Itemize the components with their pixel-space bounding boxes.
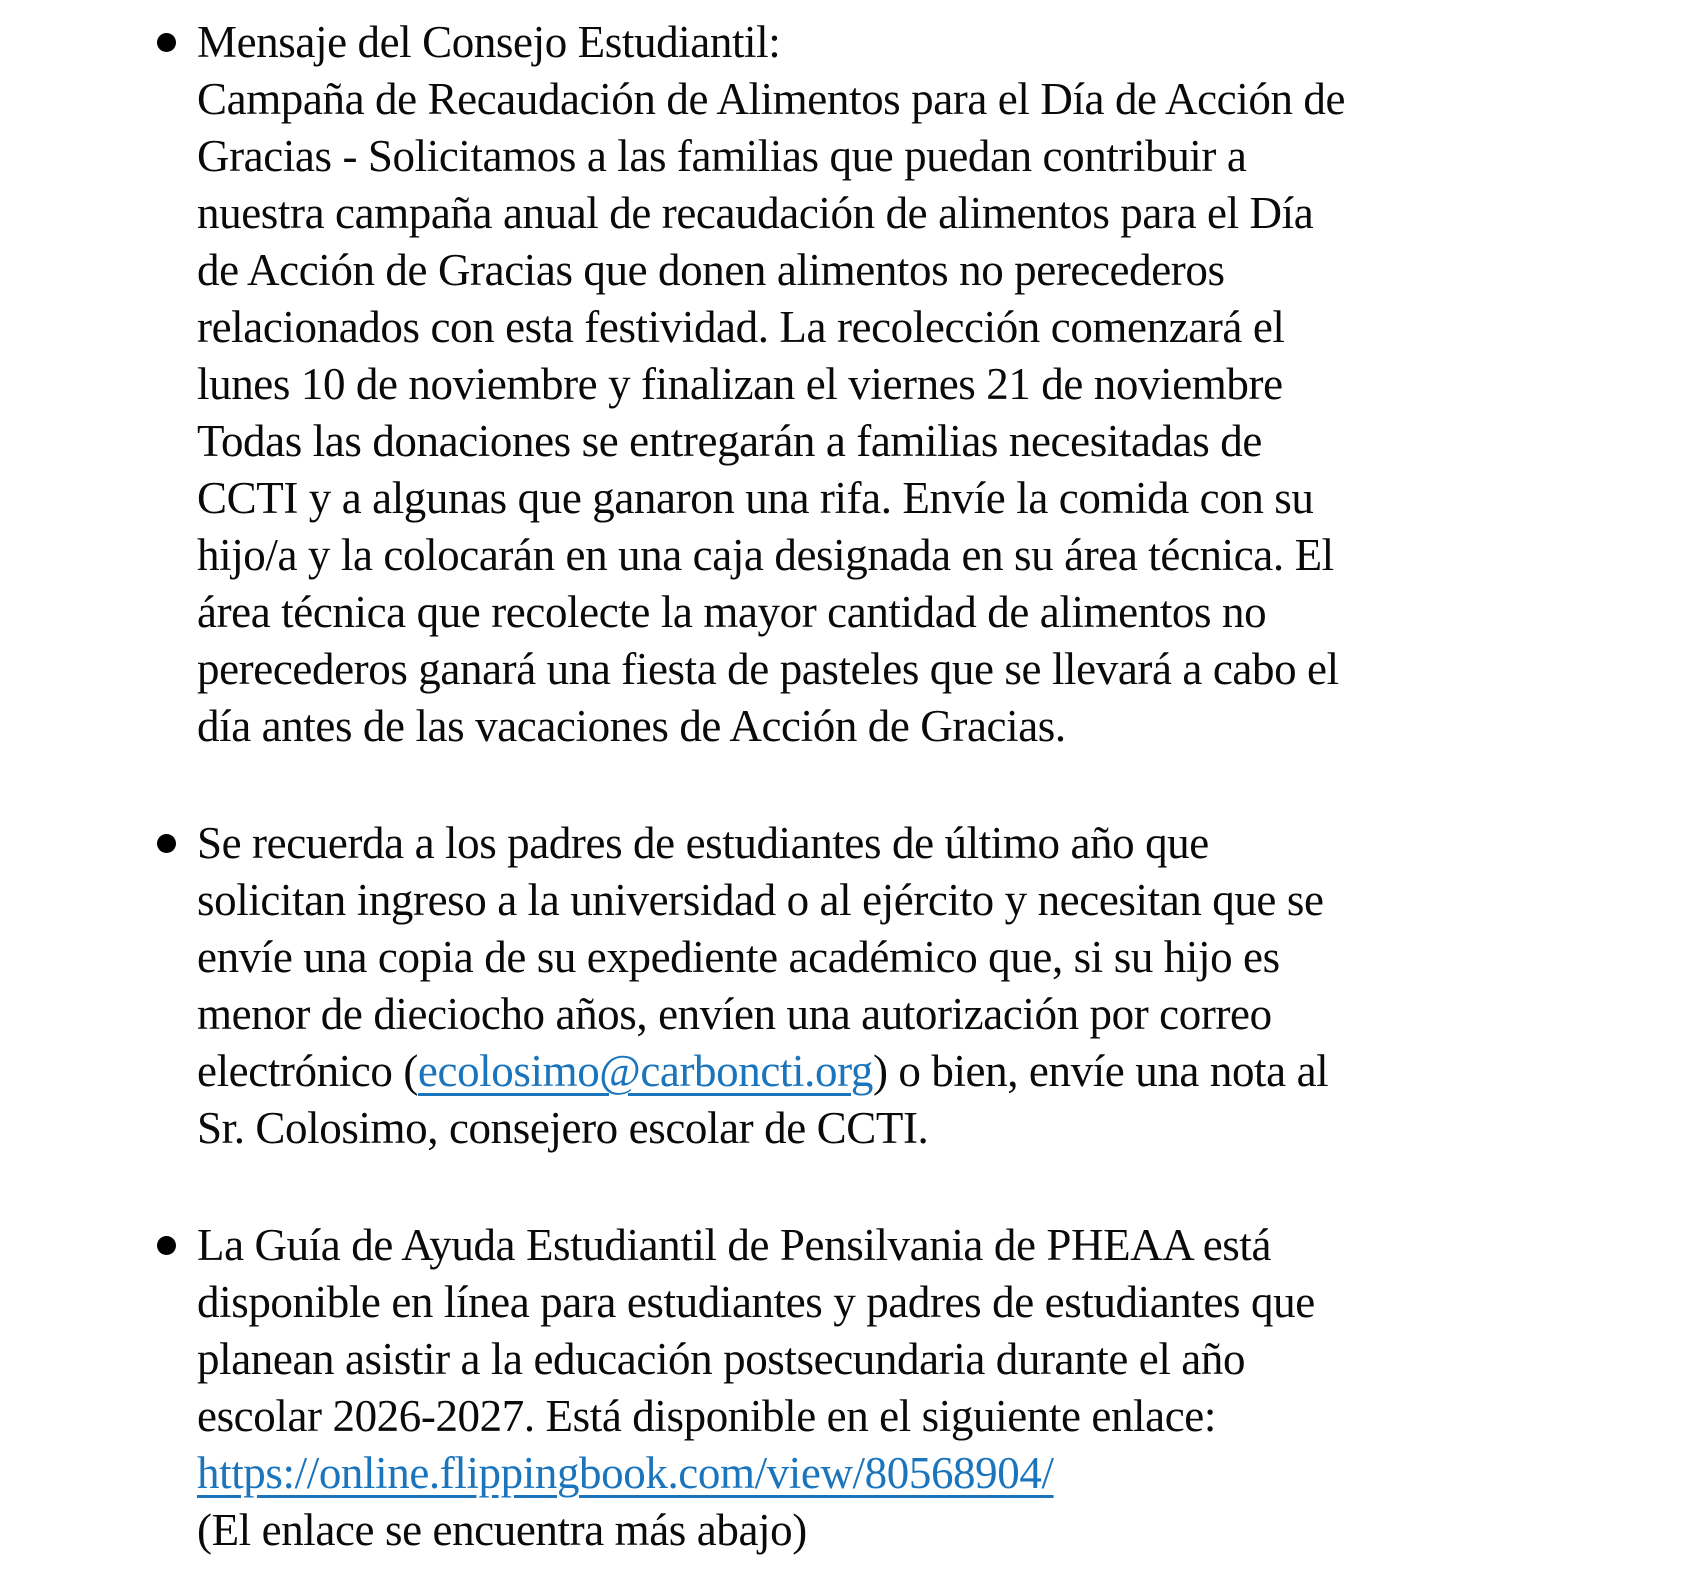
text-line: hijo/a y la colocarán en una caja designada en su área técnica. El	[197, 530, 1334, 580]
text-line: nuestra campaña anual de recaudación de alimentos para el Día	[197, 188, 1314, 238]
text-line: lunes 10 de noviembre y finalizan el viernes 21 de noviembre	[197, 359, 1283, 409]
text-line: CCTI y a algunas que ganaron una rifa. Envíe la comida con su	[197, 473, 1314, 523]
text-line-with-link	[197, 1445, 1700, 1502]
text-line: Se recuerda a los padres de estudiantes de último año que	[197, 818, 1209, 868]
bullet-icon	[157, 1236, 176, 1255]
text-segment: ) o bien, envíe una nota al	[872, 1046, 1329, 1096]
text-line: Gracias - Solicitamos a las familias que puedan contribuir a	[197, 131, 1247, 181]
list-item-transcript-reminder	[157, 815, 1700, 1157]
text-line: menor de dieciocho años, envíen una autorización por correo	[197, 989, 1272, 1039]
text-line: relacionados con esta festividad. La recolección comenzará el	[197, 302, 1285, 352]
list-item-student-council	[157, 14, 1700, 755]
text-line: (El enlace se encuentra más abajo)	[197, 1505, 807, 1555]
flippingbook-url-link[interactable]: https://online.flippingbook.com/view/80568904/	[197, 1448, 1054, 1498]
text-segment: electrónico (	[197, 1046, 418, 1096]
text-line: solicitan ingreso a la universidad o al ejército y necesitan que se	[197, 875, 1324, 925]
text-line: envíe una copia de su expediente académico que, si su hijo es	[197, 932, 1280, 982]
text-line: perecederos ganará una fiesta de pasteles que se llevará a cabo el	[197, 644, 1339, 694]
bullet-icon	[157, 33, 176, 52]
list-item-pheaa-guide	[157, 1217, 1700, 1559]
bullet-icon	[157, 834, 176, 853]
text-line: Todas las donaciones se entregarán a familias necesitadas de	[197, 416, 1262, 466]
text-line: La Guía de Ayuda Estudiantil de Pensilvania de PHEAA está	[197, 1220, 1272, 1270]
text-line: Sr. Colosimo, consejero escolar de CCTI.	[197, 1103, 929, 1153]
text-line: escolar 2026-2027. Está disponible en el siguiente enlace:	[197, 1391, 1216, 1441]
text-line: Mensaje del Consejo Estudiantil:	[197, 17, 781, 67]
text-line-with-link	[197, 1043, 1700, 1100]
text-line: disponible en línea para estudiantes y padres de estudiantes que	[197, 1277, 1315, 1327]
text-line: día antes de las vacaciones de Acción de Gracias.	[197, 701, 1066, 751]
text-line: área técnica que recolecte la mayor cantidad de alimentos no	[197, 587, 1267, 637]
email-link[interactable]: ecolosimo@carboncti.org	[417, 1046, 873, 1096]
text-line: Campaña de Recaudación de Alimentos para el Día de Acción de	[197, 74, 1346, 124]
text-line: de Acción de Gracias que donen alimentos no perecederos	[197, 245, 1225, 295]
text-line: planean asistir a la educación postsecundaria durante el año	[197, 1334, 1246, 1384]
